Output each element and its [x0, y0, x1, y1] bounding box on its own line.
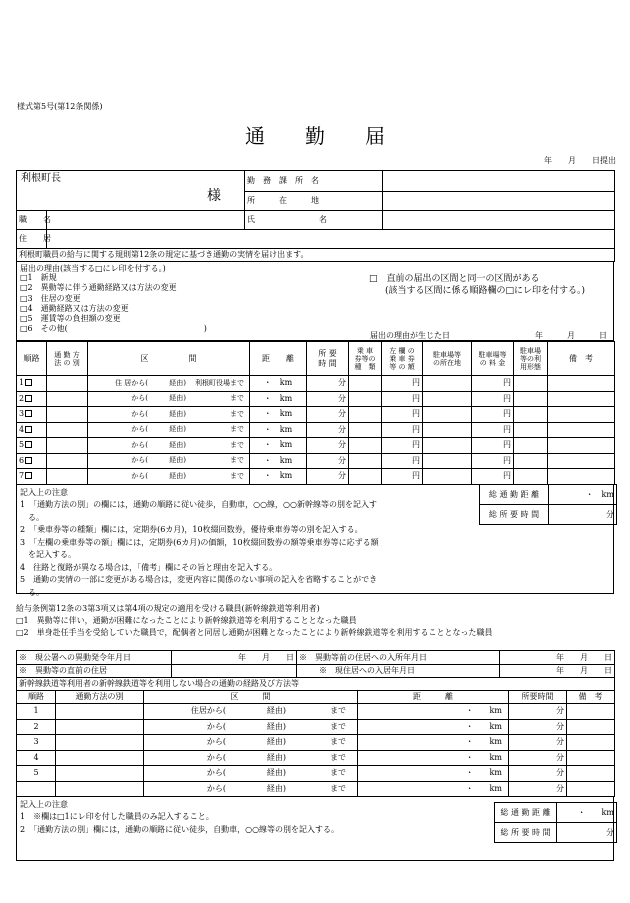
addressee-cell: [17, 171, 245, 211]
route-method-field[interactable]: [47, 407, 88, 423]
route-method-field[interactable]: [47, 438, 88, 454]
route-from: から(: [131, 425, 148, 434]
alt-route-distance[interactable]: ・ km: [358, 750, 509, 766]
route-distance[interactable]: ・ km: [250, 391, 307, 407]
alt-route-row: [17, 704, 615, 720]
total-time-label: 総 所 要 時 間: [480, 505, 549, 525]
route-parking-fee[interactable]: 円: [472, 391, 514, 407]
alt-route-from: から(: [206, 737, 226, 747]
route-remarks[interactable]: [548, 391, 615, 407]
route-no: 7: [19, 471, 25, 481]
alt-route-section-field[interactable]: [144, 719, 358, 735]
transfer-info-table: [16, 650, 615, 691]
route-ticket-type[interactable]: [349, 391, 382, 407]
route-row: [17, 453, 615, 469]
route-to: まで: [230, 394, 244, 403]
reason-header: 届出の理由(該当する□にレ印を付する。): [20, 264, 166, 273]
total-time-field-2[interactable]: 分: [557, 823, 617, 843]
route-parking-fee[interactable]: 円: [472, 469, 514, 485]
route-from: から(: [131, 440, 148, 449]
name-label: 氏 名: [245, 211, 383, 230]
notes2-list: [20, 811, 339, 836]
alt-route-time[interactable]: 分: [509, 750, 567, 766]
alt-route-no: 5: [17, 766, 56, 782]
route-parking-form[interactable]: [514, 391, 548, 407]
route-time[interactable]: 分: [307, 407, 349, 423]
total-distance-field[interactable]: ・ km: [549, 485, 617, 505]
reason-options: [20, 273, 207, 335]
alt-route-no: 2: [17, 719, 56, 735]
prev-entry-label: ※ 異動等前の住居への入所年月日: [297, 651, 500, 665]
route-ticket-type[interactable]: [349, 453, 382, 469]
route-ticket-amount[interactable]: 円: [382, 469, 423, 485]
route-checkbox[interactable]: [25, 457, 32, 464]
route-row: [17, 422, 615, 438]
route-no: 2: [19, 393, 25, 403]
reason-option-1[interactable]: □1 新規: [20, 273, 57, 282]
route-via: 経由): [169, 456, 186, 465]
sama-label: 様: [207, 188, 221, 204]
curr-entry-field[interactable]: 年 月 日: [500, 665, 615, 678]
route-row: [17, 407, 615, 423]
alt-route-to: まで: [330, 752, 346, 762]
route-row: [17, 469, 615, 485]
route-method-field[interactable]: [47, 391, 88, 407]
col-section: 区 間: [88, 342, 250, 376]
alt-route-remarks[interactable]: [567, 735, 615, 751]
alt-route-section-field[interactable]: [144, 704, 358, 720]
route-distance[interactable]: ・ km: [250, 453, 307, 469]
applicant-info-table: [16, 170, 615, 262]
route-from: から(: [131, 394, 148, 403]
route-ticket-amount[interactable]: 円: [382, 422, 423, 438]
alt-route-no: 4: [17, 750, 56, 766]
route-via: 経由): [169, 394, 186, 403]
route-no: 1: [19, 378, 25, 388]
route-distance[interactable]: ・ km: [250, 469, 307, 485]
route-remarks[interactable]: [548, 407, 615, 423]
alt-route-method-field[interactable]: [56, 735, 144, 751]
total-time-label-2: 総 所 要 時 間: [495, 823, 557, 843]
col-parking-location: 駐車場等 の所在地: [423, 342, 472, 376]
reason-option-5[interactable]: □5 運賃等の負担額の変更: [20, 314, 121, 324]
route-parking-fee[interactable]: 円: [472, 407, 514, 423]
note-line: る。: [20, 587, 44, 597]
alt-route-to: まで: [330, 721, 346, 731]
route-parking-fee[interactable]: 円: [472, 438, 514, 454]
alt-col-method: 通勤方法の別: [56, 691, 144, 704]
notes-section-2: [16, 797, 614, 861]
alt-route-to: まで: [330, 768, 346, 778]
alt-route-distance[interactable]: ・ km: [358, 719, 509, 735]
address-field[interactable]: [47, 230, 615, 249]
route-order[interactable]: [17, 422, 47, 438]
route-time[interactable]: 分: [307, 469, 349, 485]
reason-option-6[interactable]: □6 その他( ): [20, 324, 207, 334]
route-via: 経由): [169, 425, 186, 434]
route-remarks[interactable]: [548, 453, 615, 469]
alt-route-remarks[interactable]: [567, 750, 615, 766]
alt-route-time[interactable]: 分: [509, 766, 567, 782]
route-distance[interactable]: ・ km: [250, 407, 307, 423]
office-field[interactable]: [383, 171, 615, 192]
position-field[interactable]: [47, 211, 245, 230]
route-ticket-type[interactable]: [349, 469, 382, 485]
notes2-title: 記入上の注意: [20, 800, 68, 809]
route-parking-form[interactable]: [514, 422, 548, 438]
alt-route-via: 経由): [266, 752, 286, 762]
route-no: 6: [19, 455, 25, 465]
route-parking-form[interactable]: [514, 469, 548, 485]
alt-route-no: 1: [17, 704, 56, 720]
alt-route-method-field[interactable]: [56, 766, 144, 782]
route-parking-location[interactable]: [423, 407, 472, 423]
notes-section-1: [16, 485, 614, 597]
total-distance-field-2[interactable]: ・ km: [557, 803, 617, 823]
note-line: る。: [20, 512, 44, 522]
route-via: 経由): [169, 409, 186, 418]
reason-section: [16, 261, 614, 341]
route-section-field[interactable]: [88, 407, 250, 423]
route-section-field[interactable]: [88, 453, 250, 469]
route-to: 利根町役場まで: [195, 378, 244, 387]
route-section-field[interactable]: [88, 422, 250, 438]
route-order[interactable]: [17, 407, 47, 423]
col-remarks: 備 考: [548, 342, 615, 376]
alt-route-row: [17, 719, 615, 735]
alt-route-via: 経由): [266, 721, 286, 731]
alt-col-order: 順路: [17, 691, 56, 704]
alt-route-to: まで: [330, 706, 346, 716]
col-ticket-type: 乗 車 券等の 種 類: [349, 342, 382, 376]
route-parking-location[interactable]: [423, 469, 472, 485]
alt-route-from: から(: [206, 721, 226, 731]
col-distance: 距 離: [250, 342, 307, 376]
reason-option-2[interactable]: □2 異動等に伴う通勤経路又は方法の変更: [20, 283, 177, 293]
route-checkbox[interactable]: [25, 426, 32, 433]
route-via: 経由): [169, 440, 186, 449]
route-order[interactable]: [17, 376, 47, 392]
addressee: 利根町長: [21, 173, 61, 184]
route-parking-form[interactable]: [514, 376, 548, 392]
total-time-field[interactable]: 分: [549, 505, 617, 525]
alt-route-row: [17, 750, 615, 766]
route-distance[interactable]: ・ km: [250, 376, 307, 392]
route-parking-form[interactable]: [514, 407, 548, 423]
route-no: 4: [19, 424, 25, 434]
route-ticket-amount[interactable]: 円: [382, 438, 423, 454]
alt-route-remarks[interactable]: [567, 719, 615, 735]
occur-date[interactable]: 年 月 日: [535, 331, 607, 340]
alt-route-via: 経由): [266, 737, 286, 747]
declaration: 利根町職員の給与に関する規則第12条の規定に基づき通勤の実情を届け出ます。: [17, 249, 615, 262]
note-line: を記入する。: [20, 550, 76, 559]
alt-route-remarks[interactable]: [567, 781, 615, 797]
alt-route-row: [17, 766, 615, 782]
route-parking-location[interactable]: [423, 453, 472, 469]
col-method: 通 勤 方 法 の 別: [47, 342, 88, 376]
route-distance[interactable]: ・ km: [250, 422, 307, 438]
occur-date-label: 届出の理由が生じた日: [370, 331, 450, 340]
alt-route-distance[interactable]: ・ km: [358, 735, 509, 751]
form-number: 様式第5号(第12条関係): [17, 102, 103, 111]
col-order: 順路: [17, 342, 47, 376]
same-section-note: (該当する区間に係る順路欄の□にレ印を付する。): [385, 286, 586, 296]
route-section-field[interactable]: [88, 469, 250, 485]
alt-route-row: [17, 781, 615, 797]
route-remarks[interactable]: [548, 469, 615, 485]
alt-route-via: 経由): [266, 783, 286, 793]
alt-route-no: 3: [17, 735, 56, 751]
col-parking-fee: 駐車場等 の 料 金: [472, 342, 514, 376]
route-checkbox[interactable]: [25, 410, 32, 417]
position-label: 職 名: [17, 211, 47, 230]
route-section-field[interactable]: [88, 376, 250, 392]
note-line: 3 「左欄の乗車券等の額」欄には，定期券(6カ月)の価額，10枚綴回数券の額等乗車券等に応ずる額: [20, 537, 379, 547]
alt-route-via: 経由): [266, 768, 286, 778]
alt-col-distance: 距 離: [358, 691, 509, 704]
alt-route-section-field[interactable]: [144, 781, 358, 797]
note-line: 2 「乗車券等の種類」欄には，定期券(6カ月)，10枚綴回数券，優待乗車券等の別を記入する。: [20, 525, 363, 534]
page-title: 通 勤 届: [245, 124, 385, 148]
note-line: 4 往路と復路が異なる場合は，「備考」欄にその旨と理由を記入する。: [20, 562, 278, 572]
route-parking-fee[interactable]: 円: [472, 376, 514, 392]
location-field[interactable]: [383, 192, 615, 211]
alt-route-time[interactable]: 分: [509, 781, 567, 797]
prev-entry-field[interactable]: 年 月 日: [500, 651, 615, 665]
curr-entry-label: ※ 現住居への入居年月日: [297, 665, 500, 678]
prev-address-label: ※ 異動等の直前の住居: [17, 665, 172, 678]
transfer-date-field[interactable]: 年 月 日: [172, 651, 297, 665]
alt-route-row: [17, 735, 615, 751]
route-to: まで: [230, 409, 244, 418]
route-method-field[interactable]: [47, 453, 88, 469]
alt-route-method-field[interactable]: [56, 719, 144, 735]
route-remarks[interactable]: [548, 438, 615, 454]
alt-col-remarks: 備 考: [567, 691, 615, 704]
route-from: から(: [131, 456, 148, 465]
alt-col-time: 所要時間: [509, 691, 567, 704]
alt-route-method-field[interactable]: [56, 704, 144, 720]
alt-route-method-field[interactable]: [56, 750, 144, 766]
alt-route-distance[interactable]: ・ km: [358, 766, 509, 782]
route-order[interactable]: [17, 391, 47, 407]
alt-route-from: 住居から(: [190, 706, 226, 716]
office-label: 勤 務 課 所 名: [245, 171, 383, 192]
route-row: [17, 376, 615, 392]
alt-route-distance[interactable]: ・ km: [358, 704, 509, 720]
route-time[interactable]: 分: [307, 376, 349, 392]
alt-col-section: 区 間: [144, 691, 358, 704]
route-parking-location[interactable]: [423, 422, 472, 438]
route-remarks[interactable]: [548, 376, 615, 392]
prev-address-field[interactable]: [172, 665, 297, 678]
route-to: まで: [230, 425, 244, 434]
reason-option-4[interactable]: □4 通勤経路又は方法の変更: [20, 303, 129, 313]
alt-route-remarks[interactable]: [567, 766, 615, 782]
reason-option-3[interactable]: □3 住居の変更: [20, 293, 81, 303]
col-parking-form: 駐車場 等の利 用形態: [514, 342, 548, 376]
alt-route-method-field[interactable]: [56, 781, 144, 797]
note-line: 5 通勤の実情の一部に変更がある場合は，変更内容に関係のない事項の記入を省略することができ: [20, 575, 378, 584]
name-field[interactable]: [383, 211, 615, 230]
route-ticket-amount[interactable]: 円: [382, 391, 423, 407]
alt-route-from: から(: [206, 752, 226, 762]
col-ticket-amount: 左 欄 の 乗 車 券 等 の 額: [382, 342, 423, 376]
submission-date[interactable]: 年 月 日提出: [544, 156, 616, 165]
route-method-field[interactable]: [47, 376, 88, 392]
shinkansen-option-1[interactable]: □1 異動等に伴い，通勤が困難になったことにより新幹線鉄道等を利用することとなった職員: [16, 616, 357, 625]
route-from: 住 居から(: [115, 378, 148, 387]
alt-route-from: から(: [206, 768, 226, 778]
same-section-checkbox[interactable]: □ 直前の届出の区間と同一の区間がある: [369, 274, 540, 284]
alt-route-via: 経由): [266, 706, 286, 716]
route-ticket-amount[interactable]: 円: [382, 376, 423, 392]
totals-table-2: [494, 802, 617, 843]
alt-route-time[interactable]: 分: [509, 735, 567, 751]
route-ticket-type[interactable]: [349, 376, 382, 392]
route-from: から(: [131, 409, 148, 418]
route-parking-location[interactable]: [423, 438, 472, 454]
route-parking-fee[interactable]: 円: [472, 453, 514, 469]
route-checkbox[interactable]: [25, 395, 32, 402]
note-line: 1 ※欄は□1にレ印を付した職員のみ記入すること。: [20, 812, 214, 821]
route-method-field[interactable]: [47, 469, 88, 485]
route-order[interactable]: [17, 469, 47, 485]
route-order[interactable]: [17, 438, 47, 454]
route-via: 経由): [169, 471, 186, 480]
route-table: [16, 341, 615, 485]
alt-route-to: まで: [330, 783, 346, 793]
route-parking-fee[interactable]: 円: [472, 422, 514, 438]
total-distance-label-2: 総 通 勤 距 離: [495, 803, 557, 823]
route-section-field[interactable]: [88, 438, 250, 454]
route-ticket-type[interactable]: [349, 438, 382, 454]
alt-route-remarks[interactable]: [567, 704, 615, 720]
shinkansen-option-2[interactable]: □2 単身赴任手当を受給していた職員で，配偶者と同居し通勤が困難となったことにより新幹線鉄道等を利用することとなった職員: [16, 628, 493, 637]
route-checkbox[interactable]: [25, 379, 32, 386]
route-section-field[interactable]: [88, 391, 250, 407]
route-remarks[interactable]: [548, 422, 615, 438]
route-time[interactable]: 分: [307, 422, 349, 438]
route-ticket-type[interactable]: [349, 422, 382, 438]
alt-route-title: 新幹線鉄道等利用者の新幹線鉄道等を利用しない場合の通勤の経路及び方法等: [17, 678, 615, 691]
totals-table-1: [479, 484, 617, 525]
route-checkbox[interactable]: [25, 441, 32, 448]
route-parking-location[interactable]: [423, 391, 472, 407]
route-parking-location[interactable]: [423, 376, 472, 392]
col-time: 所 要 時 間: [307, 342, 349, 376]
route-ticket-amount[interactable]: 円: [382, 453, 423, 469]
shinkansen-header: 給与条例第12条の3第3項又は第4項の規定の適用を受ける職員(新幹線鉄道等利用者): [16, 604, 320, 613]
alt-route-distance[interactable]: ・ km: [358, 781, 509, 797]
route-distance[interactable]: ・ km: [250, 438, 307, 454]
notes-title: 記入上の注意: [20, 488, 68, 497]
route-no: 3: [19, 409, 25, 419]
alt-route-time[interactable]: 分: [509, 719, 567, 735]
route-to: まで: [230, 456, 244, 465]
route-time[interactable]: 分: [307, 438, 349, 454]
route-checkbox[interactable]: [25, 472, 32, 479]
address-label: 住 居: [17, 230, 47, 249]
route-row: [17, 438, 615, 454]
route-no: 5: [19, 440, 25, 450]
route-via: 経由): [169, 378, 186, 387]
total-distance-label: 総 通 勤 距 離: [480, 485, 549, 505]
route-row: [17, 391, 615, 407]
location-label: 所 在 地: [245, 192, 383, 211]
alt-route-from: から(: [206, 783, 226, 793]
route-time[interactable]: 分: [307, 391, 349, 407]
route-time[interactable]: 分: [307, 453, 349, 469]
route-to: まで: [230, 440, 244, 449]
route-order[interactable]: [17, 453, 47, 469]
route-method-field[interactable]: [47, 422, 88, 438]
alt-route-section-field[interactable]: [144, 766, 358, 782]
alt-route-to: まで: [330, 737, 346, 747]
route-ticket-type[interactable]: [349, 407, 382, 423]
route-parking-form[interactable]: [514, 438, 548, 454]
note-line: 1 「通勤方法の別」の欄には，通勤の順路に従い徒歩，自動車，○○線，○○新幹線等の別を記入す: [20, 500, 378, 509]
alt-route-table: [16, 690, 615, 797]
route-parking-form[interactable]: [514, 453, 548, 469]
note-line: 2 「通勤方法の別」欄には，通勤の順路に従い徒歩，自動車，○○線等の別を記入する。: [20, 824, 340, 834]
alt-route-section-field[interactable]: [144, 735, 358, 751]
alt-route-section-field[interactable]: [144, 750, 358, 766]
route-ticket-amount[interactable]: 円: [382, 407, 423, 423]
route-from: から(: [131, 471, 148, 480]
transfer-date-label: ※ 現公署への異動発令年月日: [17, 651, 172, 665]
alt-route-time[interactable]: 分: [509, 704, 567, 720]
route-to: まで: [230, 471, 244, 480]
notes-list: [20, 499, 480, 599]
alt-route-no: [17, 781, 56, 797]
